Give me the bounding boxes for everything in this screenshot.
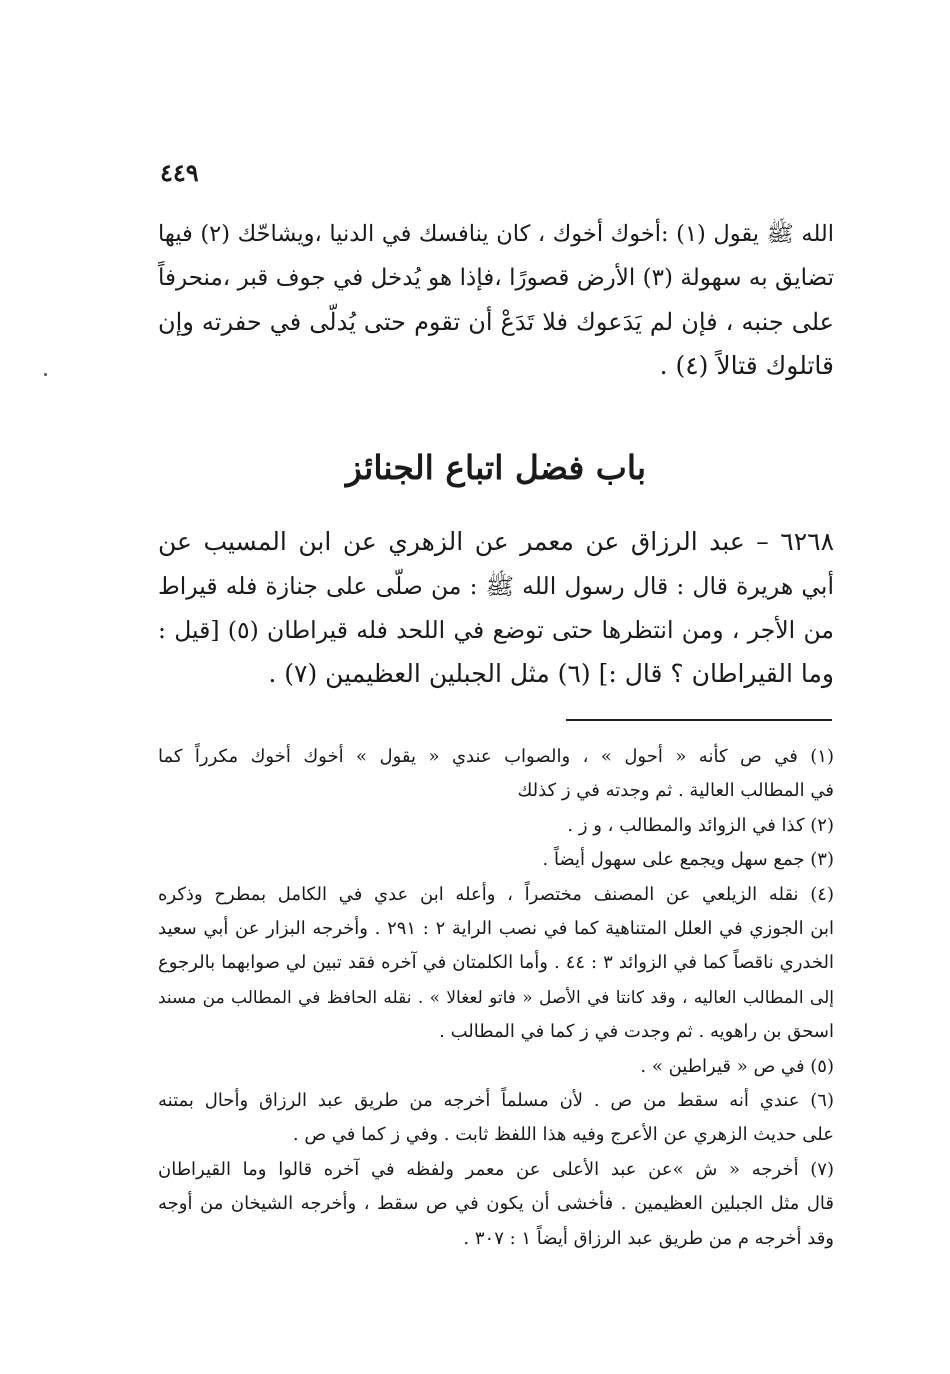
text-line: أبي هريرة قال : قال رسول الله ﷺ : من صلّى على جنازة فله قيراط [158, 572, 834, 600]
text-line: على جنبه ، فإن لم يَدَعوك فلا تَدَعْ أن تقوم حتى يُدلّى في حفرته وإن [158, 308, 834, 336]
text-line: تضايق به سهولة (٣) الأرض قصورًا ،فإذا هو يُدخل في جوف قبر ،منحرفاً [158, 265, 834, 291]
footnote-line: (٧) أخرجه « ش »عن عبد الأعلى عن معمر ولفظه في آخره قالوا وما القيراطان [158, 1158, 834, 1180]
text-line: ٦٢٦٨ – عبد الرزاق عن معمر عن الزهري عن ابن المسيب عن [158, 527, 834, 556]
footnote-line: إلى المطالب العاليه ، وقد كانتا في الأصل « فاتو لعغالا » . نقله الحافظ في المطالب من مسند [158, 987, 834, 1008]
footnote-line: (٦) عندي أنه سقط من ص . لأن مسلماً أخرجه من طريق عبد الرزاق وأحال بمتنه [158, 1090, 834, 1112]
footnote-line: ابن الجوزي في العلل المتناهية كما في نصب الراية ٢ : ٢٩١ . وأخرجه البزار عن أبي سعيد [158, 918, 835, 940]
text-line: وما القيراطان ؟ قال :] (٦) مثل الجبلين العظيمين (٧) . [268, 659, 834, 688]
footnote-line: وقد أخرجه م من طريق عبد الرزاق أيضاً ١ : ٣٠٧ . [463, 1227, 834, 1249]
scan-speck [44, 373, 47, 376]
footnote-line: (٢) كذا في الزوائد والمطالب ، و ز . [567, 814, 834, 836]
chapter-heading: باب فضل اتباع الجنائز [345, 448, 647, 487]
footnote-line: اسحق بن راهويه . ثم وجدت في ز كما في المطالب . [439, 1021, 834, 1043]
footnote-line: على حديث الزهري عن الأعرج وفيه هذا اللفظ ثابت . وفي ز كما في ص . [292, 1124, 834, 1146]
footnote-divider [566, 719, 832, 721]
text-line: قاتلوك قتالاً (٤) . [659, 351, 834, 380]
text-line: من الأجر ، ومن انتظرها حتى توضع في اللحد فله قيراطان (٥) [قيل : [158, 616, 834, 644]
text-line: الله ﷺ يقول (١) :أخوك أخوك ، كان ينافسك في الدنيا ،ويشاحّك (٢) فيها [158, 221, 835, 247]
footnote-line: (٤) نقله الزيلعي عن المصنف مختصراً ، وأعله ابن عدي في الكامل بمطرح وذكره [158, 883, 834, 905]
footnotes-block [158, 740, 834, 1256]
footnote-line: الخدري ناقصاً كما في الزوائد ٣ : ٤٤ . وأما الكلمتان في آخره فقد تبين لي صوابهما بالرجوع [158, 952, 834, 974]
footnote-line: قال مثل الجبلين العظيمين . فأخشى أن يكون في ص سقط ، وأخرجه الشيخان من أوجه [158, 1193, 834, 1215]
footnote-line: (٣) جمع سهل ويجمع على سهول أيضاً . [542, 849, 834, 871]
footnote-line: (٥) في ص « قيراطين » . [640, 1055, 834, 1077]
hadith-block [158, 520, 834, 696]
footnote-line: في المطالب العالية . ثم وجدته في ز كذلك [517, 780, 834, 802]
main-text-block [158, 212, 834, 388]
page-number: ٤٤٩ [160, 158, 199, 187]
footnote-line: (١) في ص كأنه « أحول » ، والصواب عندي « يقول » أخوك أخوك مكرراً كما [158, 746, 834, 767]
